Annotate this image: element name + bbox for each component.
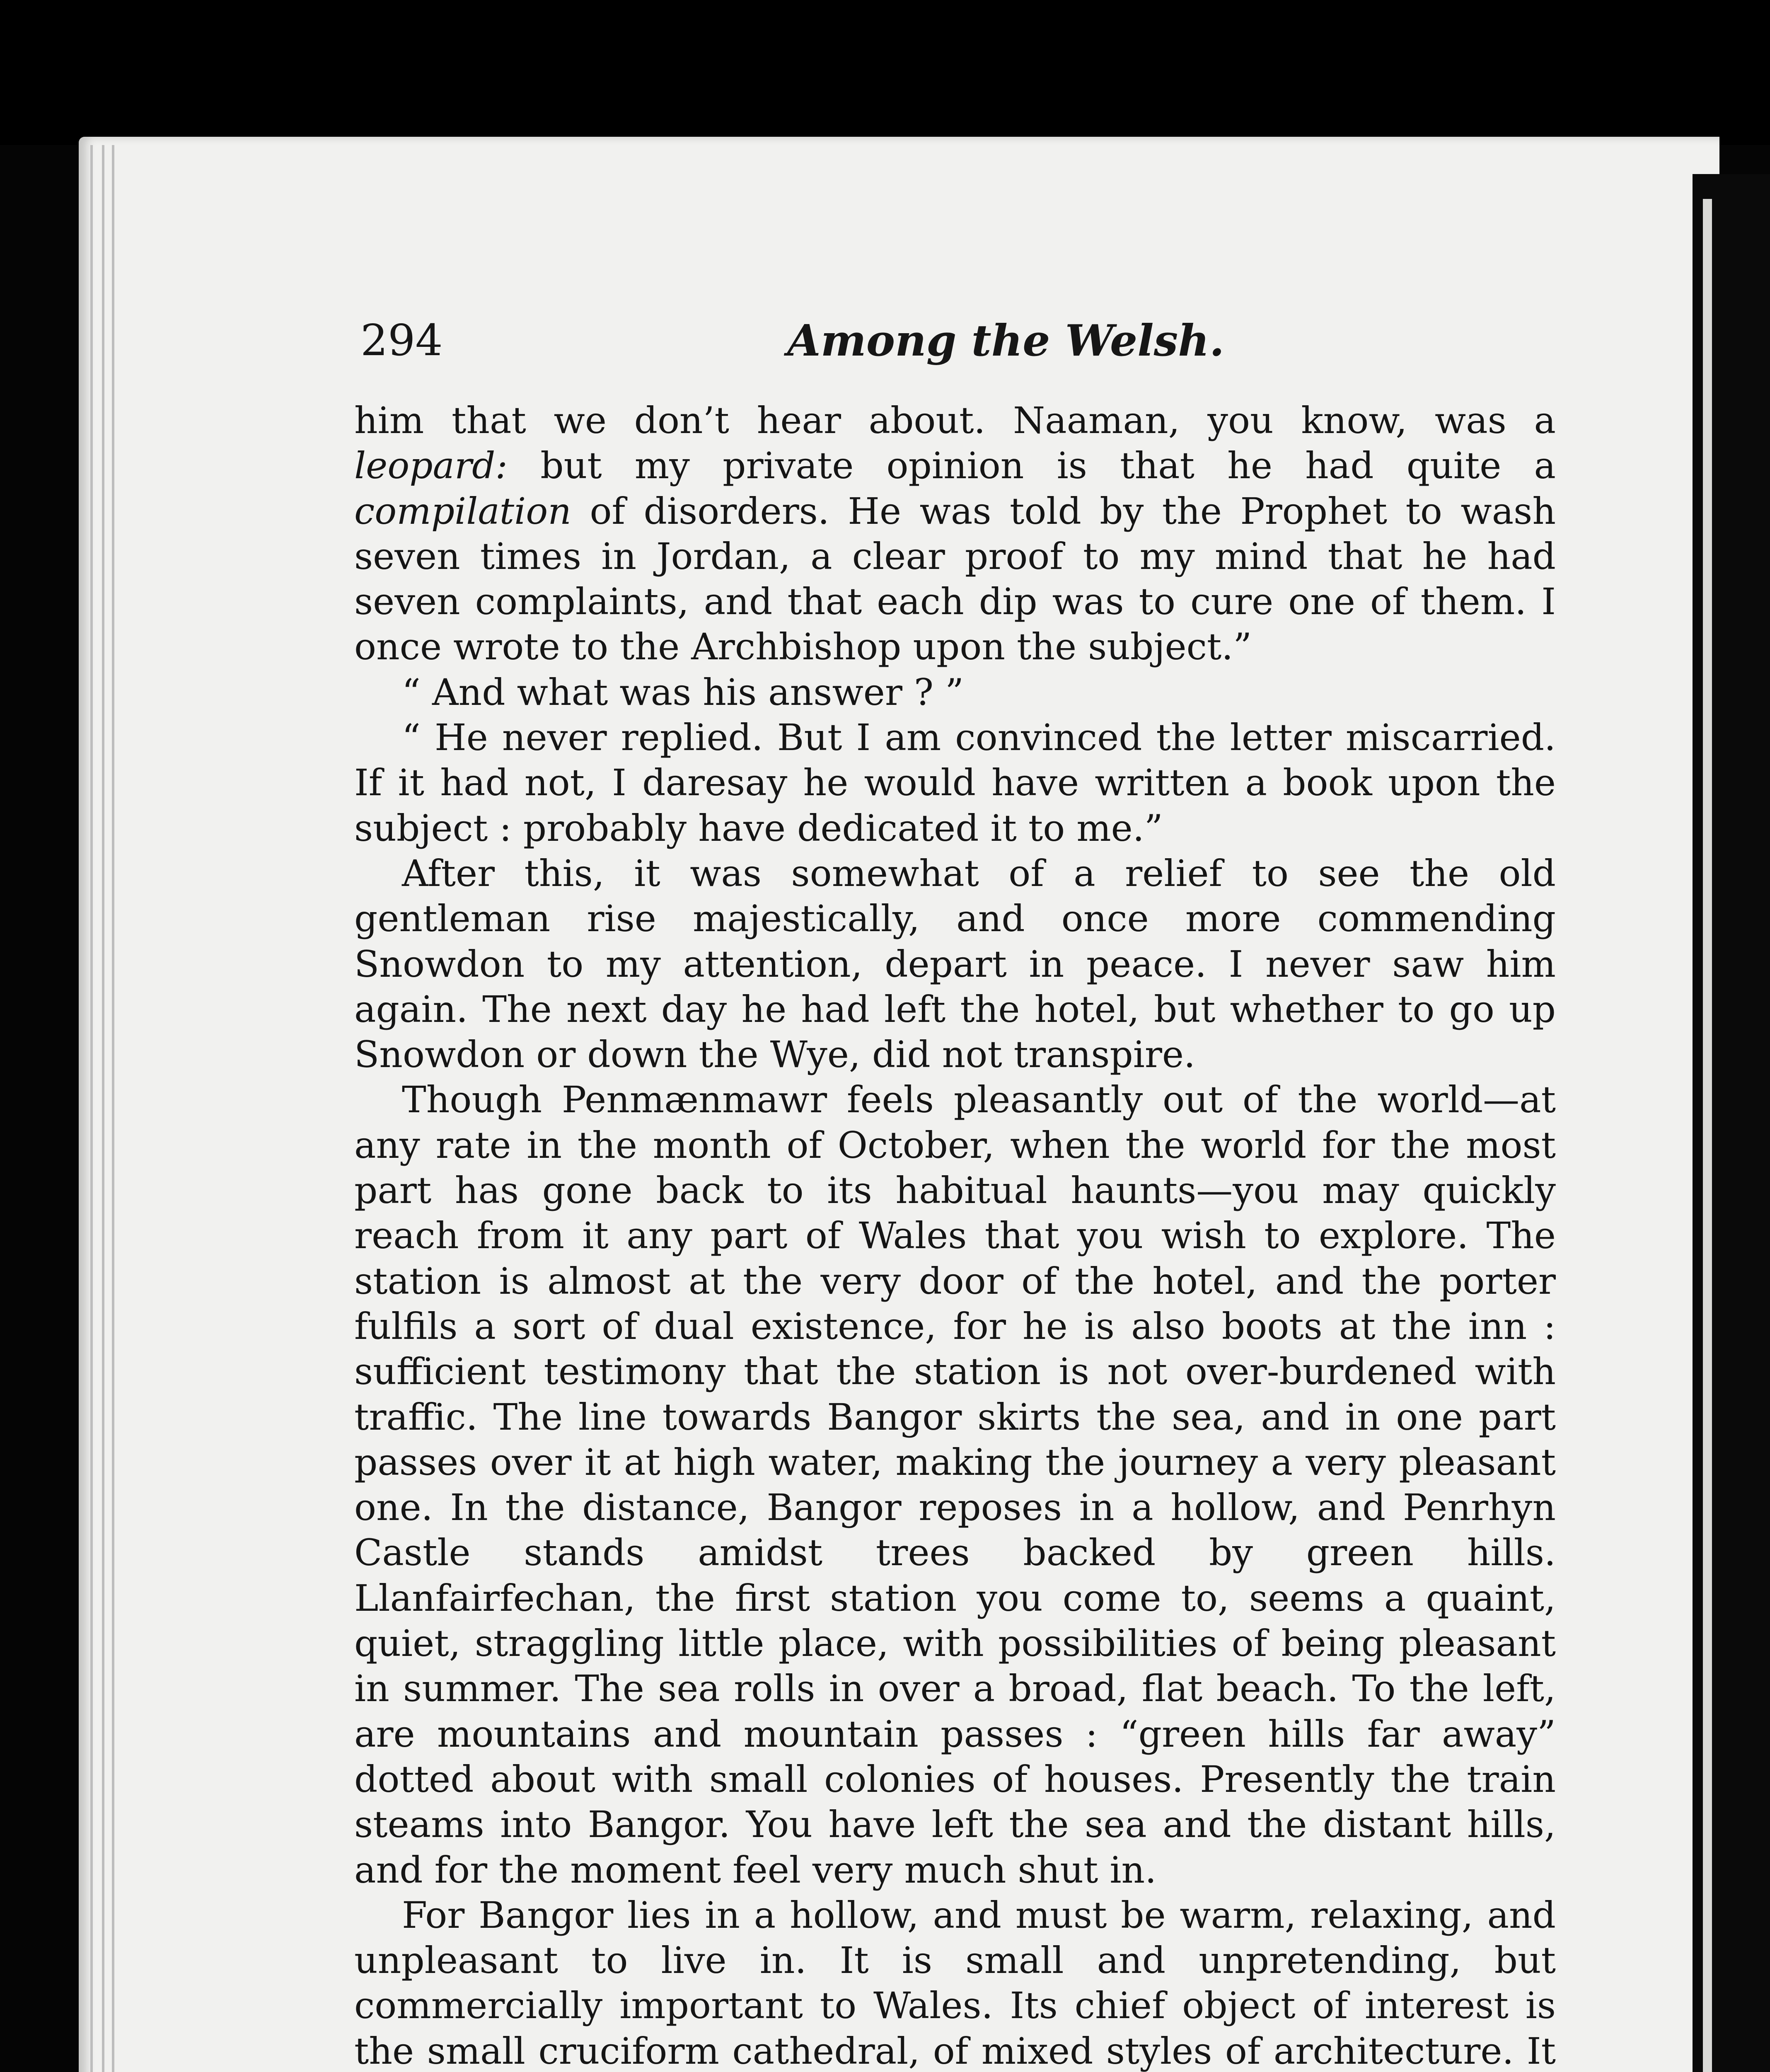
text-span: him that we don’t hear about. Naaman, you know, was a bbox=[354, 399, 1556, 442]
top-scan-border bbox=[0, 0, 1770, 145]
paragraph bbox=[354, 398, 1556, 670]
running-head: Among the Welsh. bbox=[787, 315, 1225, 366]
body-text bbox=[354, 398, 1556, 2072]
emphasis: compilation bbox=[354, 489, 571, 533]
paragraph: Though Penmænmawr feels pleasantly out of the world—at any rate in the month of October, when the world for the most part has gone back to its habitual haunts—you may quickly reach from it any part of Wales that you wish to explore. The station is almost at the very door of the hotel, and the porter fulfils a sort of dual existence, for he is also boots at the inn : sufficient testimony that the station is not over-burdened with traffic. The line towards Bangor skirts the sea, and in one part passes over it at high water, making the journey a very pleasant one. In the distance, Bangor reposes in a hollow, and Penrhyn Castle stands amidst trees backed by green hills. Llanfairfechan, the first station you come to, seems a quaint, quiet, straggling little place, with possibilities of being pleasant in summer. The sea rolls in over a broad, flat beach. To the left, are mountains and mountain passes : “green hills far away” dotted about with small colonies of houses. Presently the train steams into Bangor. You have left the sea and the distant hills, and for the moment feel very much shut in. bbox=[354, 1078, 1556, 1891]
page-header bbox=[360, 303, 1574, 369]
paragraph: “ And what was his answer ? ” bbox=[402, 670, 964, 714]
next-page-edge bbox=[1703, 199, 1712, 2072]
paragraph: “ He never replied. But I am convinced the letter miscarried. If it had not, I daresay he would have written a book upon the subject : probably have dedicated it to me.” bbox=[354, 716, 1556, 850]
emphasis: leopard: bbox=[354, 444, 508, 487]
binding-edge-line bbox=[112, 145, 114, 2072]
binding-edge-line bbox=[102, 145, 104, 2072]
page-number: 294 bbox=[360, 315, 443, 366]
paragraph: After this, it was somewhat of a relief to see the old gentleman rise majestically, and once more commending Snowdon to my attention, depart in peace. I never saw him again. The next day he had left the hotel, but whether to go up Snowdon or down the Wye, did not transpire. bbox=[354, 852, 1556, 1076]
paragraph: For Bangor lies in a hollow, and must be warm, relaxing, and unpleasant to live in. It is small and unpretending, but commercially important to Wales. Its chief object of interest is the small cruciform cathedral, of mixed styles of architecture. It bbox=[354, 1893, 1556, 2072]
text-span: but my private opinion is that he had quite a bbox=[508, 444, 1556, 487]
binding-edge-line bbox=[90, 145, 93, 2072]
text-span: of disorders. He was told by the Prophet to wash seven times in Jordan, a clear proof to my mind that he had seven complaints, and that each dip was to cure one of them. I once wrote to the Archbishop upon the subject.” bbox=[354, 489, 1556, 668]
